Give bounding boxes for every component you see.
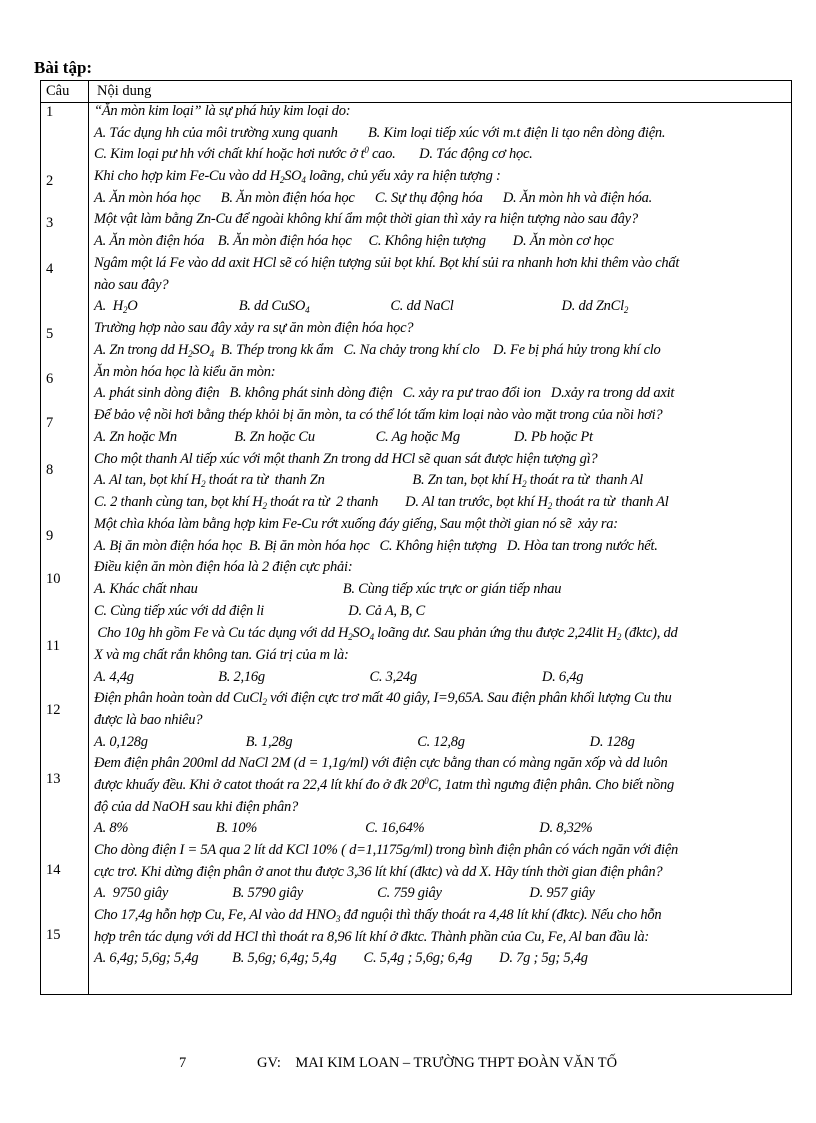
question-line: C. 2 thanh cùng tan, bọt khí $H_2$ thoát ra từ 2 thanh D. Al tan trước, bọt khí $H_2$ thoát ra từ thanh Al — [94, 494, 669, 511]
question-line: Cho 17,4g hỗn hợp Cu, Fe, Al vào dd $HNO_3$ đđ nguội thì thấy thoát ra 4,48 lít khí (đktc). Nếu cho hỗn — [94, 907, 662, 924]
question-line: Cho dòng điện I = 5A qua 2 lít dd KCl 10% ( d=1,1175g/ml) trong bình điện phân có vách ngăn với điện — [94, 842, 678, 858]
question-line: được là bao nhiêu? — [94, 712, 203, 728]
question-line: “Ăn mòn kim loại” là sự phá hủy kim loại do: — [94, 103, 351, 119]
question-line: A. $H_2O$ B. dd CuSO$_4$ C. dd NaCl D. dd ZnCl$_2$ — [94, 298, 629, 315]
question-number: 15 — [46, 927, 61, 943]
question-line: X và mg chất rắn không tan. Giá trị của m là: — [94, 647, 349, 663]
question-line: Để bảo vệ nồi hơi bằng thép khỏi bị ăn mòn, ta có thể lót tấm kim loại nào vào mặt trong của nồi hơi? — [94, 407, 663, 423]
question-line: A. 8% B. 10% C. 16,64% D. 8,32% — [94, 820, 593, 836]
question-number: 1 — [46, 104, 54, 120]
question-table — [40, 80, 792, 995]
question-line: Một chìa khóa làm bằng hợp kim Fe-Cu rớt xuống đáy giếng, Sau một thời gian nó sẽ xảy ra: — [94, 516, 618, 532]
question-line: A. 4,4g B. 2,16g C. 3,24g D. 6,4g — [94, 669, 584, 685]
question-line: Ngâm một lá Fe vào dd axit HCl sẽ có hiện tượng sủi bọt khí. Bọt khí sủi ra nhanh hơn khi thêm vào chất — [94, 255, 680, 271]
question-line: cực trơ. Khi dừng điện phân ở anot thu được 3,36 lít khí (đktc) và dd X. Hãy tính thời gian điện phân? — [94, 864, 663, 880]
question-number: 13 — [46, 771, 61, 787]
question-number: 14 — [46, 862, 61, 878]
question-line: A. Al tan, bọt khí $H_2$ thoát ra từ thanh Zn B. Zn tan, bọt khí $H_2$ thoát ra từ thanh Al — [94, 472, 643, 489]
header-number: Câu — [46, 83, 70, 99]
question-number: 9 — [46, 528, 54, 544]
question-number: 3 — [46, 215, 54, 231]
question-number: 6 — [46, 371, 54, 387]
question-line: được khuấy đều. Khi ở catot thoát ra 22,4 lít khí đo ở đk $20^0C$, 1atm thì ngưng điện phân. Cho biết nồng — [94, 776, 675, 793]
question-line: C. Cùng tiếp xúc với dd điện li D. Cả A, B, C — [94, 603, 425, 619]
question-line: A. Ăn mòn hóa học B. Ăn mòn điện hóa học C. Sự thụ động hóa D. Ăn mòn hh và điện hóa. — [94, 190, 653, 206]
question-line: nào sau đây? — [94, 277, 169, 293]
question-line: A. Bị ăn mòn điện hóa học B. Bị ăn mòn hóa học C. Không hiện tượng D. Hòa tan trong nước hết. — [94, 538, 658, 554]
question-line: Cho 10g hh gồm Fe và Cu tác dụng với dd $H_2SO_4$ loãng dư. Sau phản ứng thu được 2,24lit $H_2$ (đktc), dd — [94, 625, 678, 642]
question-line: Ăn mòn hóa học là kiểu ăn mòn: — [94, 364, 276, 380]
question-number: 5 — [46, 326, 54, 342]
question-line: A. Zn trong dd $H_2SO_4$ B. Thép trong kk ẩm C. Na chảy trong khí clo D. Fe bị phá hủy trong khí clo — [94, 342, 661, 359]
question-number: 10 — [46, 571, 61, 587]
question-line: độ của dd NaOH sau khi điện phân? — [94, 799, 298, 815]
question-line: A. Ăn mòn điện hóa B. Ăn mòn điện hóa học C. Không hiện tượng D. Ăn mòn cơ học — [94, 233, 614, 249]
question-line: Một vật làm bằng Zn-Cu để ngoài không khí ẩm một thời gian thì xảy ra hiện tượng nào sau đây? — [94, 211, 638, 227]
header-content: Nội dung — [97, 83, 152, 99]
question-number: 4 — [46, 261, 54, 277]
question-line: A. phát sinh dòng điện B. không phát sinh dòng điện C. xảy ra pư trao đổi ion D.xảy ra trong dd axit — [94, 385, 675, 401]
question-line: Điện phân hoàn toàn dd CuCl$_2$ với điện cực trơ mất 40 giây, I=9,65A. Sau điện phân khối lượng Cu thu — [94, 690, 672, 707]
question-line: A. 9750 giây B. 5790 giây C. 759 giây D. 957 giây — [94, 885, 595, 901]
question-line: A. Tác dụng hh của môi trường xung quanh B. Kim loại tiếp xúc với m.t điện li tạo nên dòng điện. — [94, 125, 666, 141]
question-line: C. Kim loại pư hh với chất khí hoặc hơi nước ở $t^0$ cao. D. Tác động cơ học. — [94, 145, 533, 162]
question-number: 11 — [46, 638, 60, 654]
question-line: Khi cho hợp kim Fe-Cu vào dd $H_2SO_4$ loãng, chủ yếu xảy ra hiện tượng : — [94, 168, 501, 185]
question-number: 7 — [46, 415, 54, 431]
footer-page-number: 7 — [179, 1055, 187, 1071]
question-number: 12 — [46, 702, 61, 718]
question-line: A. Khác chất nhau B. Cùng tiếp xúc trực or gián tiếp nhau — [94, 581, 562, 597]
question-line: A. 6,4g; 5,6g; 5,4g B. 5,6g; 6,4g; 5,4g C. 5,4g ; 5,6g; 6,4g D. 7g ; 5g; 5,4g — [94, 950, 588, 966]
question-number: 8 — [46, 462, 54, 478]
question-line: Trường hợp nào sau đây xảy ra sự ăn mòn điện hóa học? — [94, 320, 414, 336]
question-line: Cho một thanh Al tiếp xúc với một thanh Zn trong dd HCl sẽ quan sát được hiện tượng gì? — [94, 451, 598, 467]
question-line: hợp trên tác dụng với dd HCl thì thoát ra 8,96 lít khí ở đktc. Thành phần của Cu, Fe, Al ban đầu là: — [94, 929, 649, 945]
question-line: A. Zn hoặc Mn B. Zn hoặc Cu C. Ag hoặc Mg D. Pb hoặc Pt — [94, 429, 593, 445]
question-line: Đem điện phân 200ml dd NaCl 2M (d = 1,1g/ml) với điện cực bằng than có màng ngăn xốp và dd luôn — [94, 755, 668, 771]
question-line: Điều kiện ăn mòn điện hóa là 2 điện cực phải: — [94, 559, 353, 575]
footer-author: GV: MAI KIM LOAN – TRƯỜNG THPT ĐOÀN VĂN TỐ — [257, 1055, 618, 1071]
column-divider — [88, 81, 89, 994]
page-title: Bài tập: — [34, 58, 93, 77]
question-number: 2 — [46, 173, 54, 189]
question-line: A. 0,128g B. 1,28g C. 12,8g D. 128g — [94, 734, 635, 750]
